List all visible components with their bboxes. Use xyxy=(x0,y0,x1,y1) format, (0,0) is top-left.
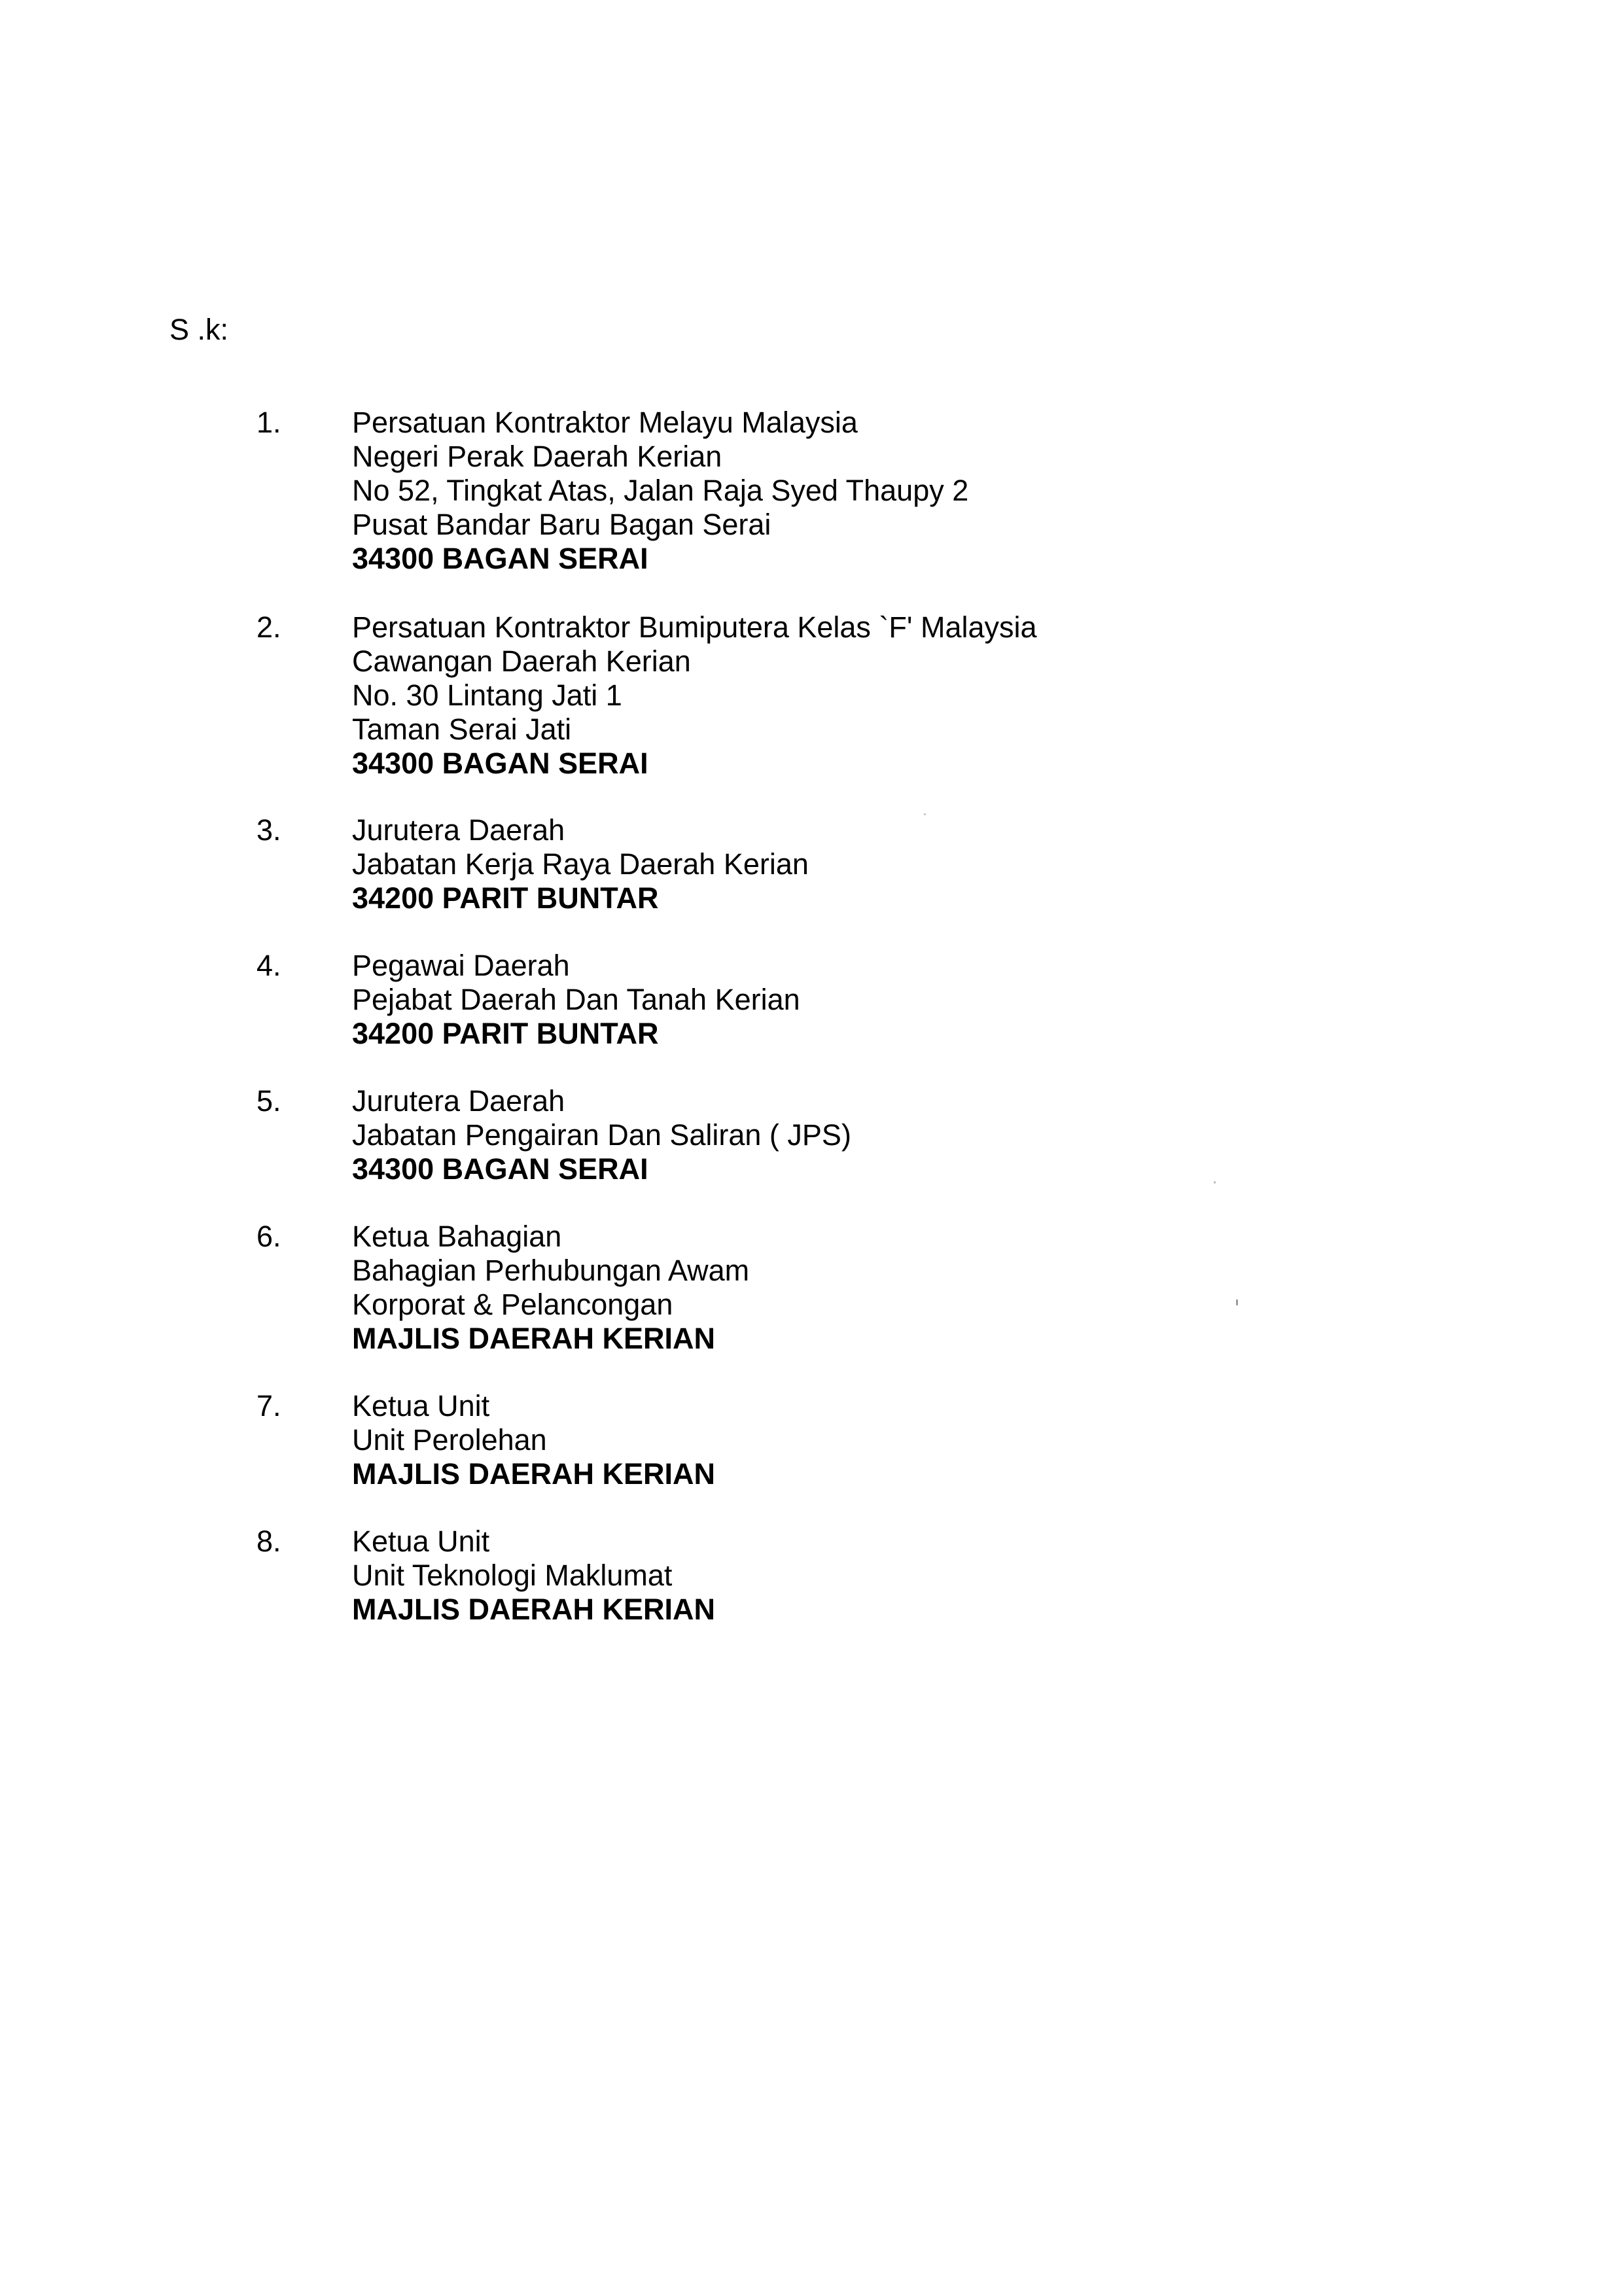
address-postcode-line: 34200 PARIT BUNTAR xyxy=(352,881,659,915)
address-line: Pusat Bandar Baru Bagan Serai xyxy=(352,508,771,541)
address-organisation-line: MAJLIS DAERAH KERIAN xyxy=(352,1457,716,1491)
recipient-address xyxy=(352,1525,715,1627)
recipient-address xyxy=(352,406,968,576)
address-line: Ketua Bahagian xyxy=(352,1220,562,1253)
address-line: Cawangan Daerah Kerian xyxy=(352,645,691,678)
address-line: Bahagian Perhubungan Awam xyxy=(352,1254,750,1287)
address-line: Ketua Unit xyxy=(352,1389,490,1422)
address-line: Negeri Perak Daerah Kerian xyxy=(352,440,722,473)
address-line: Korporat & Pelancongan xyxy=(352,1288,673,1321)
recipient-number: 4. xyxy=(256,949,281,982)
address-line: Persatuan Kontraktor Bumiputera Kelas `F' Malaysia xyxy=(352,610,1037,644)
recipient-address xyxy=(352,1220,749,1356)
address-line: Jabatan Kerja Raya Daerah Kerian xyxy=(352,847,809,881)
address-postcode-line: 34300 BAGAN SERAI xyxy=(352,747,648,780)
address-line: Jurutera Daerah xyxy=(352,813,565,847)
address-postcode-line: 34300 BAGAN SERAI xyxy=(352,542,648,575)
address-line: No 52, Tingkat Atas, Jalan Raja Syed Thaupy 2 xyxy=(352,474,969,507)
recipient-address xyxy=(352,610,1037,781)
address-line: Unit Teknologi Maklumat xyxy=(352,1559,673,1592)
recipient-number: 3. xyxy=(256,813,281,847)
address-line: Pejabat Daerah Dan Tanah Kerian xyxy=(352,983,800,1016)
scan-speck xyxy=(1214,1181,1216,1184)
address-postcode-line: 34200 PARIT BUNTAR xyxy=(352,1017,659,1050)
recipient-address xyxy=(352,813,809,915)
recipient-number: 8. xyxy=(256,1525,281,1558)
recipient-number: 2. xyxy=(256,610,281,644)
address-postcode-line: 34300 BAGAN SERAI xyxy=(352,1152,648,1186)
scan-speck xyxy=(924,813,926,815)
address-line: Ketua Unit xyxy=(352,1525,490,1558)
address-line: Jurutera Daerah xyxy=(352,1084,565,1118)
address-line: Pegawai Daerah xyxy=(352,949,570,982)
recipient-number: 7. xyxy=(256,1389,281,1422)
address-organisation-line: MAJLIS DAERAH KERIAN xyxy=(352,1593,716,1626)
recipient-address xyxy=(352,949,800,1051)
recipient-number: 6. xyxy=(256,1220,281,1253)
scan-speck xyxy=(1236,1299,1238,1305)
recipient-number: 5. xyxy=(256,1084,281,1118)
address-line: Taman Serai Jati xyxy=(352,713,572,746)
address-line: Persatuan Kontraktor Melayu Malaysia xyxy=(352,406,858,439)
recipient-number: 1. xyxy=(256,406,281,439)
recipient-address xyxy=(352,1389,715,1491)
recipient-address xyxy=(352,1084,851,1186)
address-line: No. 30 Lintang Jati 1 xyxy=(352,679,622,712)
address-line: Unit Perolehan xyxy=(352,1423,547,1457)
address-line: Jabatan Pengairan Dan Saliran ( JPS) xyxy=(352,1118,851,1152)
address-organisation-line: MAJLIS DAERAH KERIAN xyxy=(352,1322,716,1355)
sk-label: S .k: xyxy=(169,313,229,346)
